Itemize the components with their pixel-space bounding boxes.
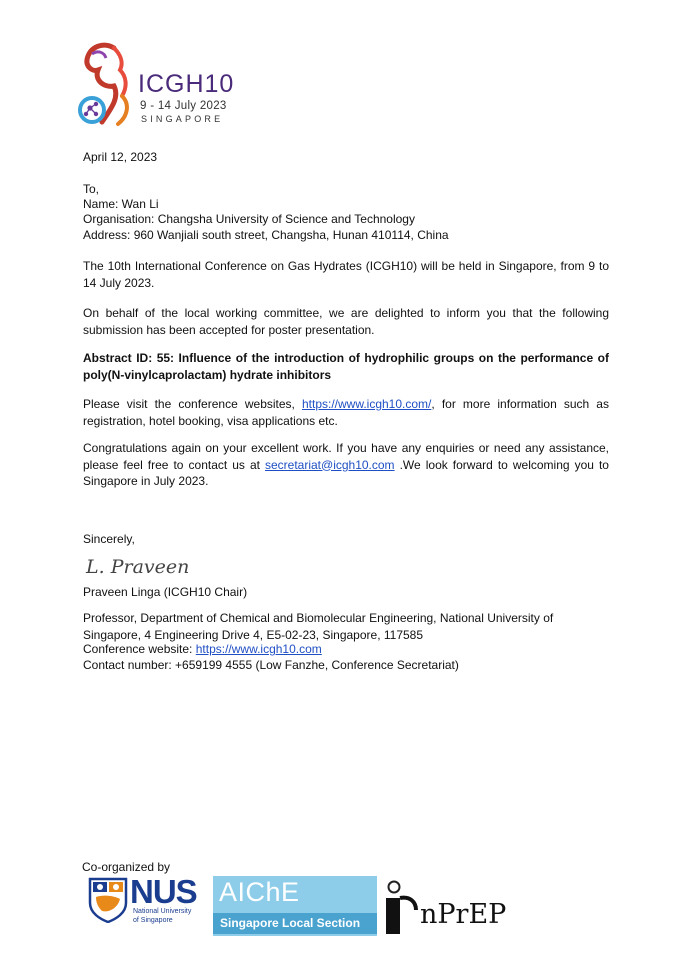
signer-name: Praveen Linga (ICGH10 Chair)	[83, 585, 248, 599]
logo-title: ICGH10	[138, 70, 235, 98]
inprep-person-icon	[380, 880, 418, 938]
recipient-organisation: Organisation: Changsha University of Science and Technology	[83, 212, 415, 226]
paragraph-website-text-a: Please visit the conference websites,	[83, 397, 295, 411]
recipient-name: Name: Wan Li	[83, 197, 159, 211]
conference-website-link[interactable]: https://www.icgh10.com/	[301, 397, 432, 411]
logo-dates: 9 - 14 July 2023	[140, 100, 227, 112]
inprep-wordmark: nPrEP	[420, 899, 507, 930]
recipient-address: Address: 960 Wanjiali south street, Changsha, Hunan 410114, China	[83, 228, 449, 242]
nus-subtitle-line2: of Singapore	[133, 917, 173, 924]
contact-number: Contact number: +659199 4555 (Low Fanzhe, Conference Secretariat)	[83, 658, 459, 672]
logo-place: SINGAPORE	[141, 114, 224, 124]
abstract-title: Abstract ID: 55: Influence of the introduction of hydrophilic groups on the performance of poly(N-vinylcaprolactam) hydrate inhibitors	[83, 351, 609, 382]
nus-crest-icon	[88, 877, 128, 923]
recipient-to: To,	[83, 182, 100, 196]
coorganized-label: Co-organized by	[82, 860, 171, 874]
paragraph-conference: The 10th International Conference on Gas Hydrates (ICGH10) will be held in Singapore, from 9 to 14 July 2023.	[83, 259, 609, 290]
website-link[interactable]: https://www.icgh10.com	[195, 642, 322, 656]
letter-date: April 12, 2023	[83, 150, 158, 164]
aiche-subtitle: Singapore Local Section	[220, 916, 361, 930]
signer-position: Professor, Department of Chemical and Biomolecular Engineering, National University of Singapore, 4 Engineering Drive 4, E5-02-23, Singapore, 117585	[83, 611, 554, 642]
paragraph-website	[83, 396, 609, 429]
closing: Sincerely,	[83, 532, 135, 546]
website-line	[83, 641, 322, 658]
paragraph-contact-text-b: .We look forward to welcoming you to Singapore in July 2023.	[83, 457, 609, 488]
paragraph-website-text-b: , for more information such as registration, hotel booking, visa applications etc.	[83, 397, 609, 428]
secretariat-email-link[interactable]: secretariat@icgh10.com	[264, 457, 395, 472]
paragraph-contact	[83, 440, 609, 490]
signature: L. Praveen	[86, 556, 190, 578]
nus-wordmark: NUS	[130, 873, 197, 910]
paragraph-contact-text-a: Congratulations again on your excellent work. If you have any enquiries or need any assistance, please feel free to contact us at	[83, 441, 609, 472]
nus-subtitle-line1: National University	[133, 908, 192, 915]
paragraph-acceptance: On behalf of the local working committee, we are delighted to inform you that the following submission has been accepted for poster presentation.	[83, 306, 609, 337]
website-label: Conference website:	[83, 642, 196, 656]
aiche-wordmark: AIChE	[219, 877, 300, 907]
